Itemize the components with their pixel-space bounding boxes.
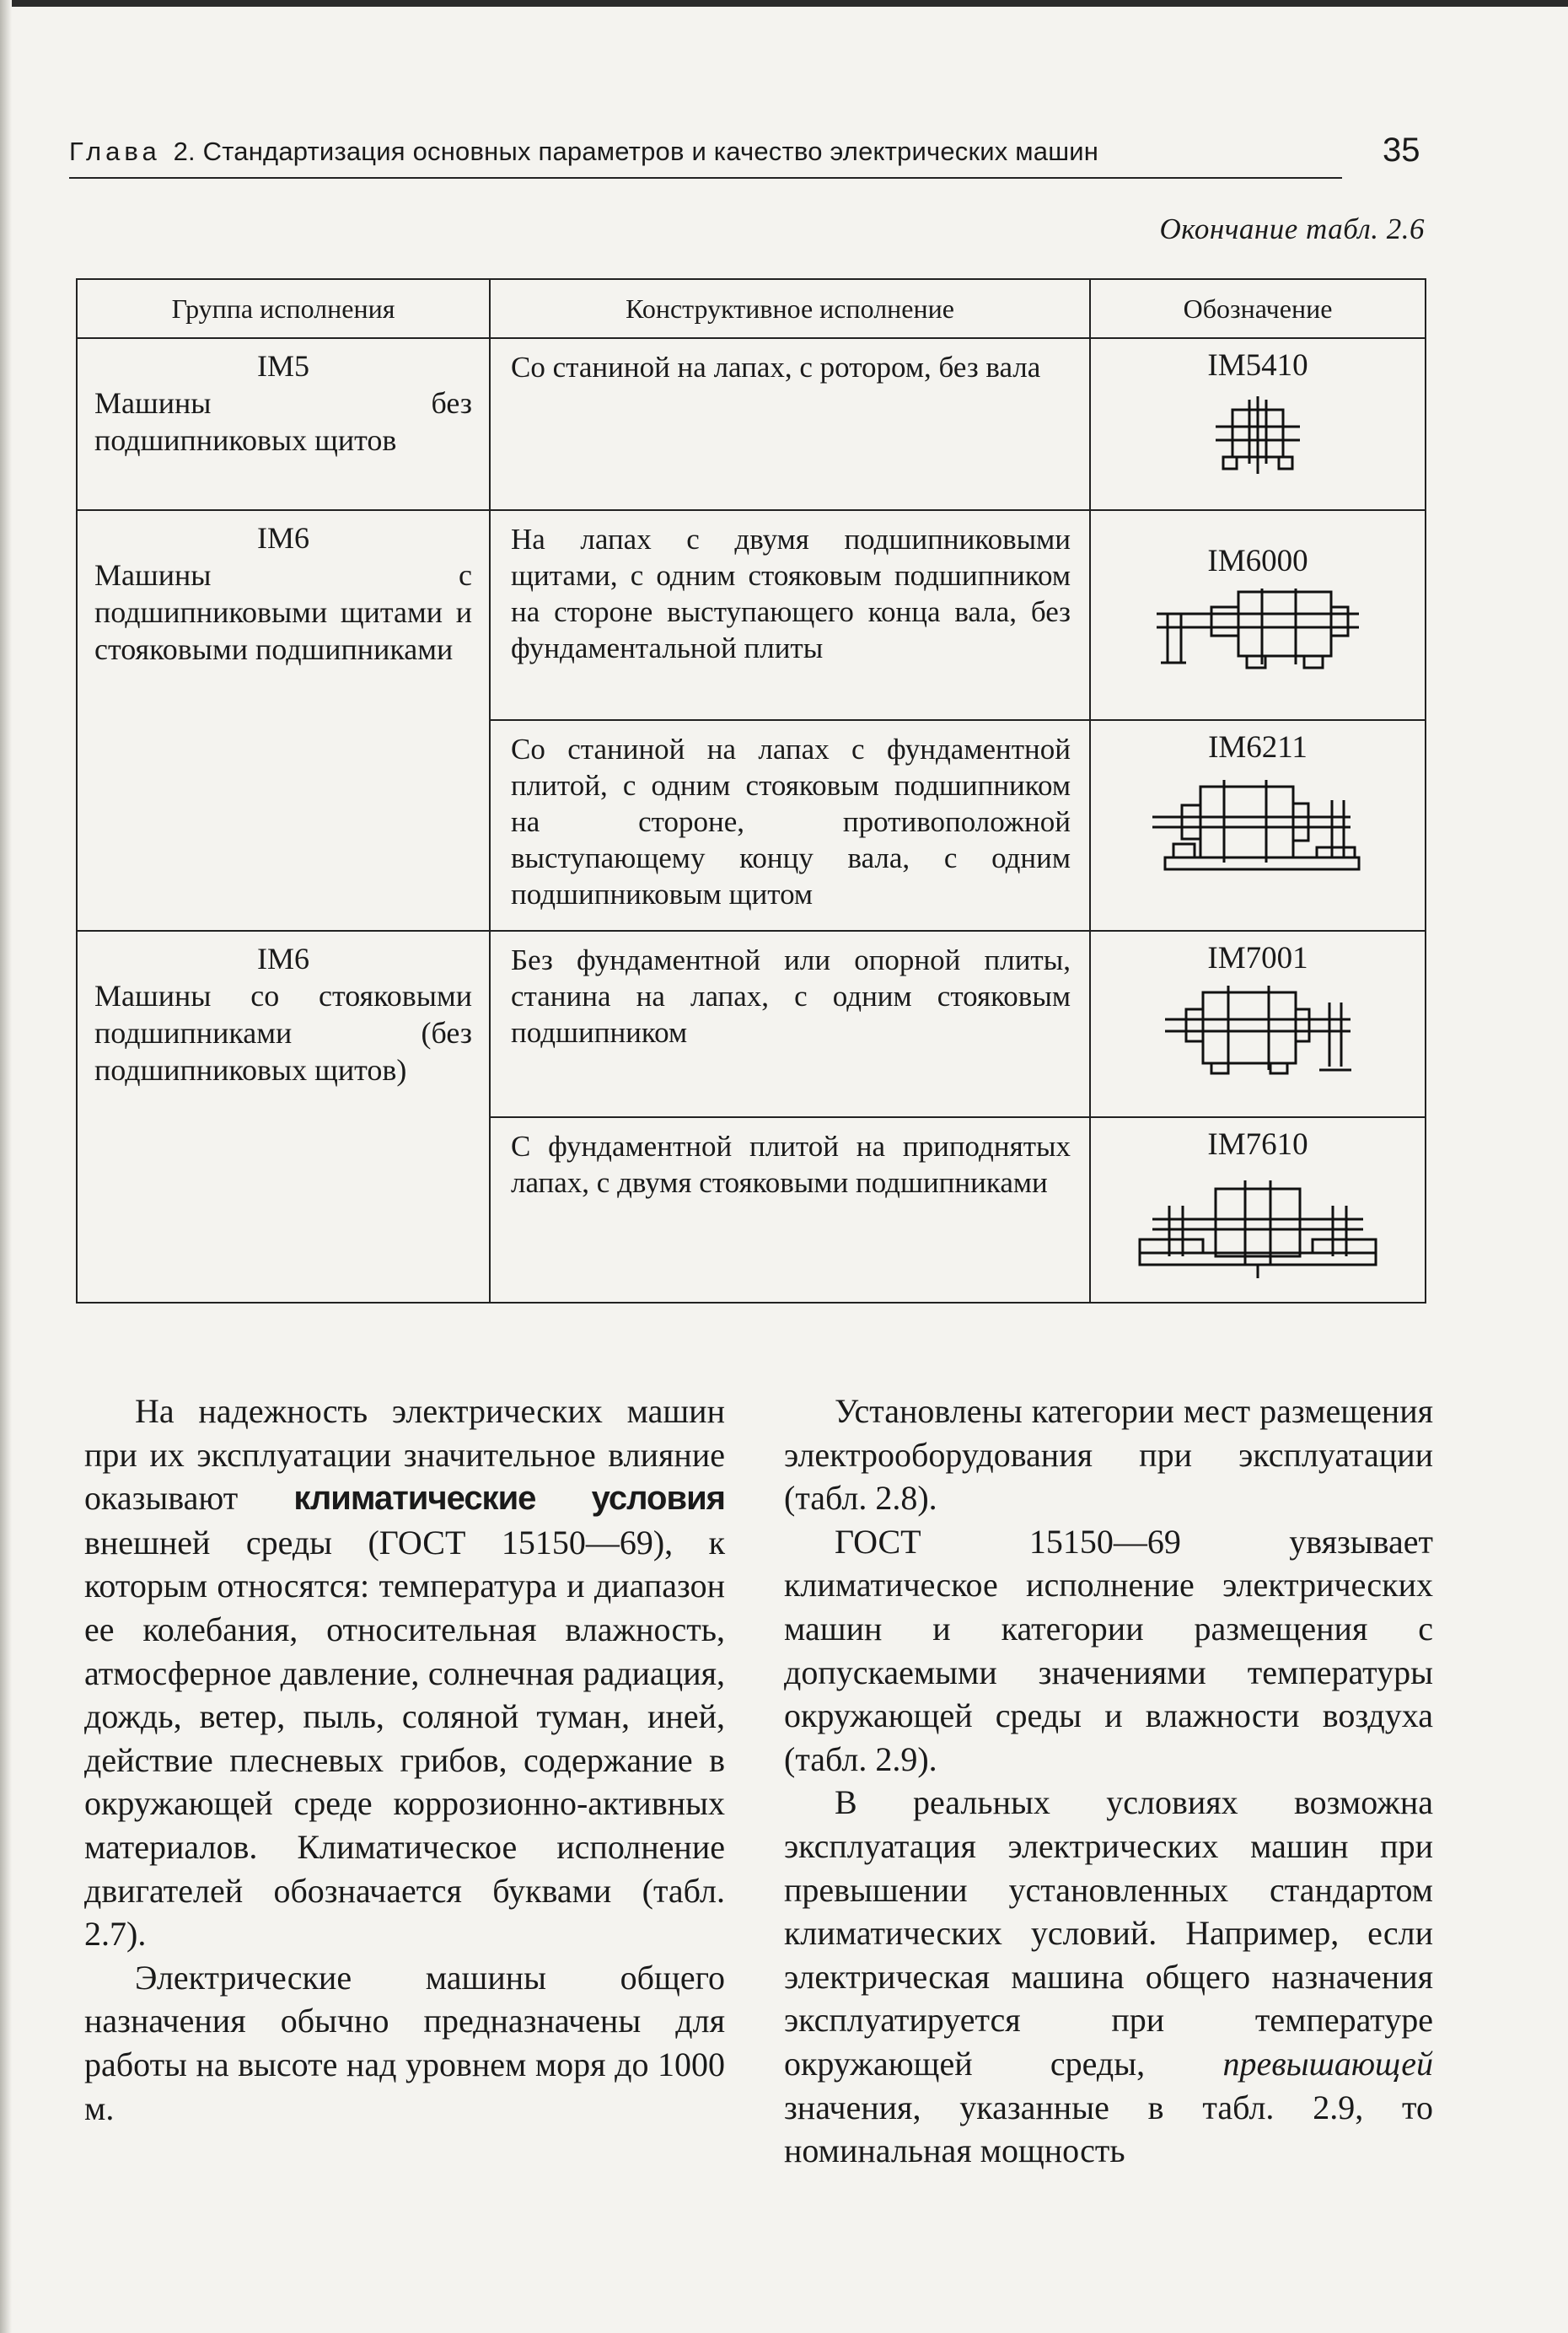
group-code: IM5 [257,349,309,383]
group-description: Машины с подшипниковыми щитами и стояковыми подшипниками [94,558,472,666]
construction-cell: Со станиной на лапах, с ротором, без вала [490,338,1090,510]
page-binding-shadow [0,0,12,2333]
header-construction: Конструктивное исполнение [490,279,1090,338]
header-group: Группа исполнения [77,279,490,338]
construction-cell: С фундаментной плитой на приподнятых лапах, с двумя стояковыми подшипниками [490,1117,1090,1303]
body-text-right-column [784,1390,1433,2173]
paragraph: ГОСТ 15150—69 увязывает климатическое исполнение электрических машин и категории размещения с допускаемыми значениями температуры окружающей среды и влажности воздуха (табл. 2.9). [784,1522,1433,1778]
designation-code: IM7001 [1207,941,1308,976]
paragraph [84,1390,725,1956]
im7610-drawing-icon [1136,1172,1380,1282]
group-description: Машины без подшипниковых щитов [94,386,472,457]
term-bold: климатические условия [293,1480,726,1518]
designation-code: IM5410 [1207,348,1308,383]
group-description: Машины со стояковыми подшипниками (без подшипниковых щитов) [94,979,472,1087]
group-cell [77,510,490,931]
header-designation: Обозначение [1090,279,1426,338]
group-cell [77,931,490,1303]
paragraph-text: В реальных условиях возможна эксплуатация электрических машин при превышении установленных стандартом климатических условий. Например, если электрическая машина общего назначения эксплуатируется при температуре окружающей среды, [784,1783,1433,2083]
designation-code: IM7610 [1207,1127,1308,1162]
paragraph: Электрические машины общего назначения обычно предназначены для работы на высоте над уровнем моря до 1000 м. [84,1958,725,2127]
scan-top-edge [0,0,1568,7]
running-header [69,133,1342,179]
designation-cell [1090,720,1426,931]
table-caption: Окончание табл. 2.6 [1159,212,1425,245]
chapter-title: 2. Стандартизация основных параметров и качество электрических машин [173,137,1099,166]
im-designation-table [76,278,1426,1304]
body-text-left-column [84,1390,725,2130]
table-header-row [77,279,1426,338]
designation-code: IM6211 [1208,730,1308,765]
paragraph [784,1781,1433,2172]
paragraph-text: значения, указанные в табл. 2.9, то номинальная мощность [784,2088,1433,2170]
group-cell [77,338,490,510]
construction-cell: Без фундаментной или опорной плиты, станина на лапах, с одним стояковым подшипником [490,931,1090,1117]
page-number: 35 [1383,132,1420,169]
paragraph: Установлены категории мест размещения электрооборудования при эксплуатации (табл. 2.8). [784,1392,1433,1518]
construction-cell: На лапах с двумя подшипниковыми щитами, с одним стояковым подшипником на стороне выступающего конца вала, без фундаментальной плиты [490,510,1090,720]
im6211-drawing-icon [1148,775,1367,876]
im6000-drawing-icon [1152,589,1363,673]
table-row [77,338,1426,510]
paragraph-text: На надежность электрических машин при их эксплуатации значительное влияние оказывают [84,1392,725,1518]
im7001-drawing-icon [1161,986,1355,1078]
construction-cell: Со станиной на лапах с фундаментной плитой, с одним стояковым подшипником на стороне, противоположной выступающему концу вала, с одним подшипниковым щитом [490,720,1090,931]
group-code: IM6 [257,942,309,976]
designation-cell [1090,1117,1426,1303]
designation-cell [1090,338,1426,510]
table-row [77,510,1426,720]
group-code: IM6 [257,521,309,555]
designation-code: IM6000 [1207,544,1308,578]
chapter-word: Глава [69,137,161,166]
designation-cell [1090,510,1426,720]
table-row [77,931,1426,1117]
term-italic: превышающей [1222,2044,1433,2083]
im5410-drawing-icon [1211,393,1304,477]
designation-cell [1090,931,1426,1117]
paragraph-text: внешней среды (ГОСТ 15150—69), к которым относятся: температура и диапазон ее колебания, относительная влажность, атмосферное давление, солнечная радиация, дождь, ветер, пыль, соляной туман, иней, действие плесневых грибов, содержание в окружающей среде коррозионно-активных материалов. Климатическое исполнение двигателей обозначается буквами (табл. 2.7). [84,1523,725,1954]
